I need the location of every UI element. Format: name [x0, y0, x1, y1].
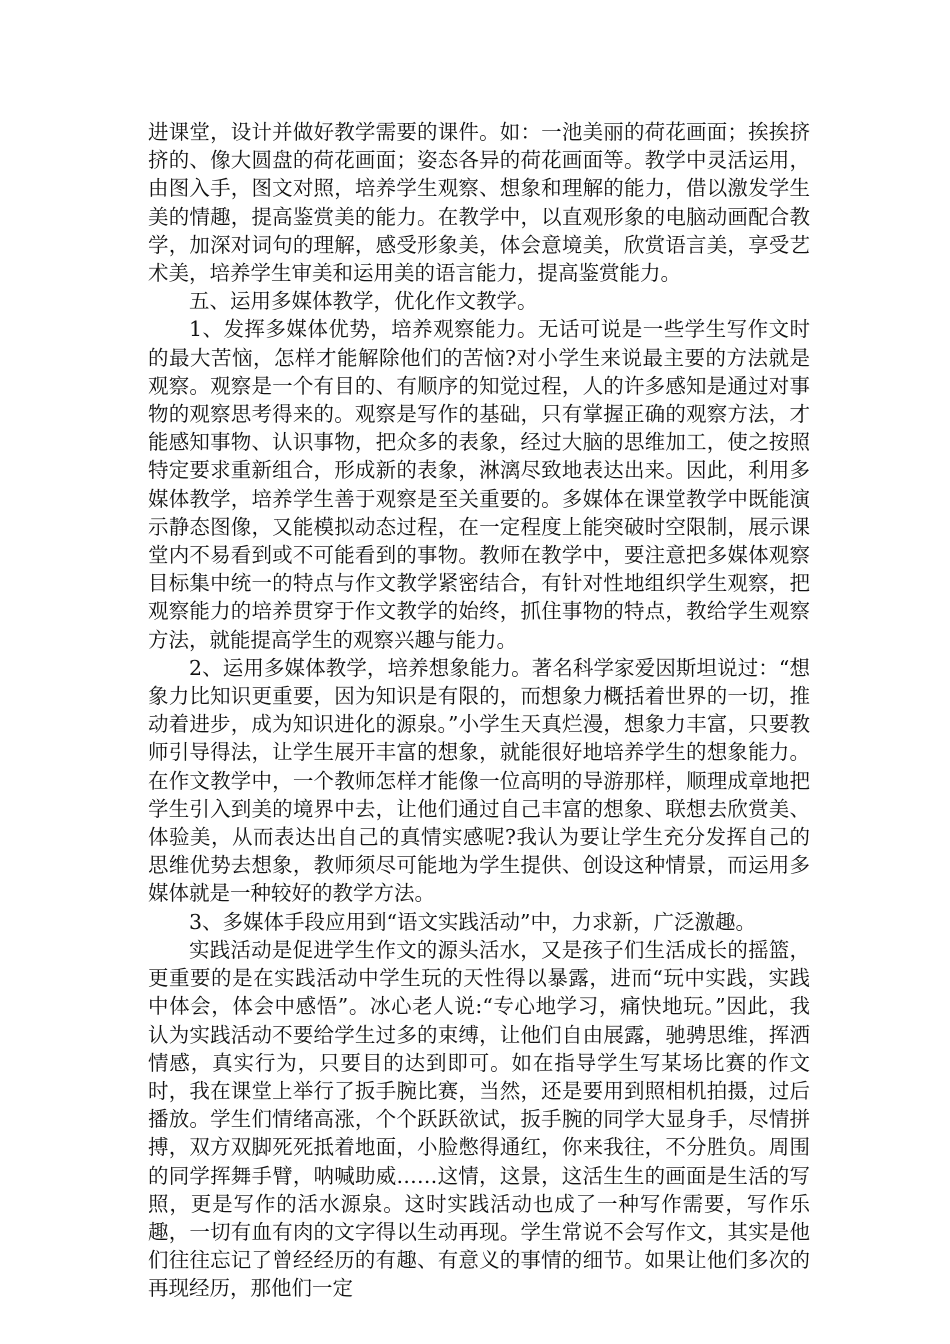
paragraph-imagination: 2、运用多媒体教学，培养想象能力。著名科学家爱因斯坦说过：“想象力比知识更重要，因为知识是有限的，而想象力概括着世界的一切，推动着进步，成为知识进化的源泉。”小学生天真烂漫，想象力丰富，只要教师引导得法，让学生展开丰富的想象，就能很好地培养学生的想象能力。在作文教学中，一个教师怎样才能像一位高明的导游那样，顺理成章地把学生引入到美的境界中去，让他们通过自己丰富的想象、联想去欣赏美、体验美，从而表达出自己的真情实感呢?我认为要让学生充分发挥自己的思维优势去想象，教师须尽可能地为学生提供、创设这种情景，而运用多媒体就是一种较好的教学方法。 [148, 655, 810, 906]
paragraph-courseware: 进课堂，设计并做好教学需要的课件。如：一池美丽的荷花画面；挨挨挤挤的、像大圆盘的荷花画面；姿态各异的荷花画面等。教学中灵活运用，由图入手，图文对照，培养学生观察、想象和理解的能力，借以激发学生美的情趣，提高鉴赏美的能力。在教学中，以直观形象的电脑动画配合教学，加深对词句的理解，感受形象美，体会意境美，欣赏语言美，享受艺术美，培养学生审美和运用美的语言能力，提高鉴赏能力。 [148, 120, 810, 286]
section-heading-five: 五、运用多媒体教学，优化作文教学。 [189, 289, 538, 314]
paragraph-practice-activity: 实践活动是促进学生作文的源头活水，又是孩子们生活成长的摇篮，更重要的是在实践活动中学生玩的天性得以暴露，进而“玩中实践，实践中体会，体会中感悟”。冰心老人说:“专心地学习，痛快地玩。”因此，我认为实践活动不要给学生过多的束缚，让他们自由展露，驰骋思维，挥洒情感，真实行为，只要目的达到即可。如在指导学生写某场比赛的作文时，我在课堂上举行了扳手腕比赛，当然，还是要用到照相机拍摄，过后播放。学生们情绪高涨，个个跃跃欲试，扳手腕的同学大显身手，尽情拼搏，双方双脚死死抵着地面，小脸憋得通红，你来我往，不分胜负。周围的同学挥舞手臂，呐喊助威……这情，这景，这活生生的画面是生活的写照，更是写作的活水源泉。这时实践活动也成了一种写作需要，写作乐趣，一切有血有肉的文字得以生动再现。学生常说不会写作文，其实是他们往往忘记了曾经经历的有趣、有意义的事情的细节。如果让他们多次的再现经历，那他们一定 [148, 937, 810, 1301]
document-body [148, 118, 810, 1303]
paragraph-observation: 1、发挥多媒体优势，培养观察能力。无话可说是一些学生写作文时的最大苦恼，怎样才能解除他们的苦恼?对小学生来说最主要的方法就是观察。观察是一个有目的、有顺序的知觉过程，人的许多感知是通过对事物的观察思考得来的。观察是写作的基础，只有掌握正确的观察方法，才能感知事物、认识事物，把众多的表象，经过大脑的思维加工，使之按照特定要求重新组合，形成新的表象，淋漓尽致地表达出来。因此，利用多媒体教学，培养学生善于观察是至关重要的。多媒体在课堂教学中既能演示静态图像，又能模拟动态过程，在一定程度上能突破时空限制，展示课堂内不易看到或不可能看到的事物。教师在教学中，要注意把多媒体观察目标集中统一的特点与作文教学紧密结合，有针对性地组织学生观察，把观察能力的培养贯穿于作文教学的始终，抓住事物的特点，教给学生观察方法，就能提高学生的观察兴趣与能力。 [148, 317, 810, 652]
paragraph-practice-heading: 3、多媒体手段应用到“语文实践活动”中，力求新，广泛激趣。 [189, 909, 757, 934]
